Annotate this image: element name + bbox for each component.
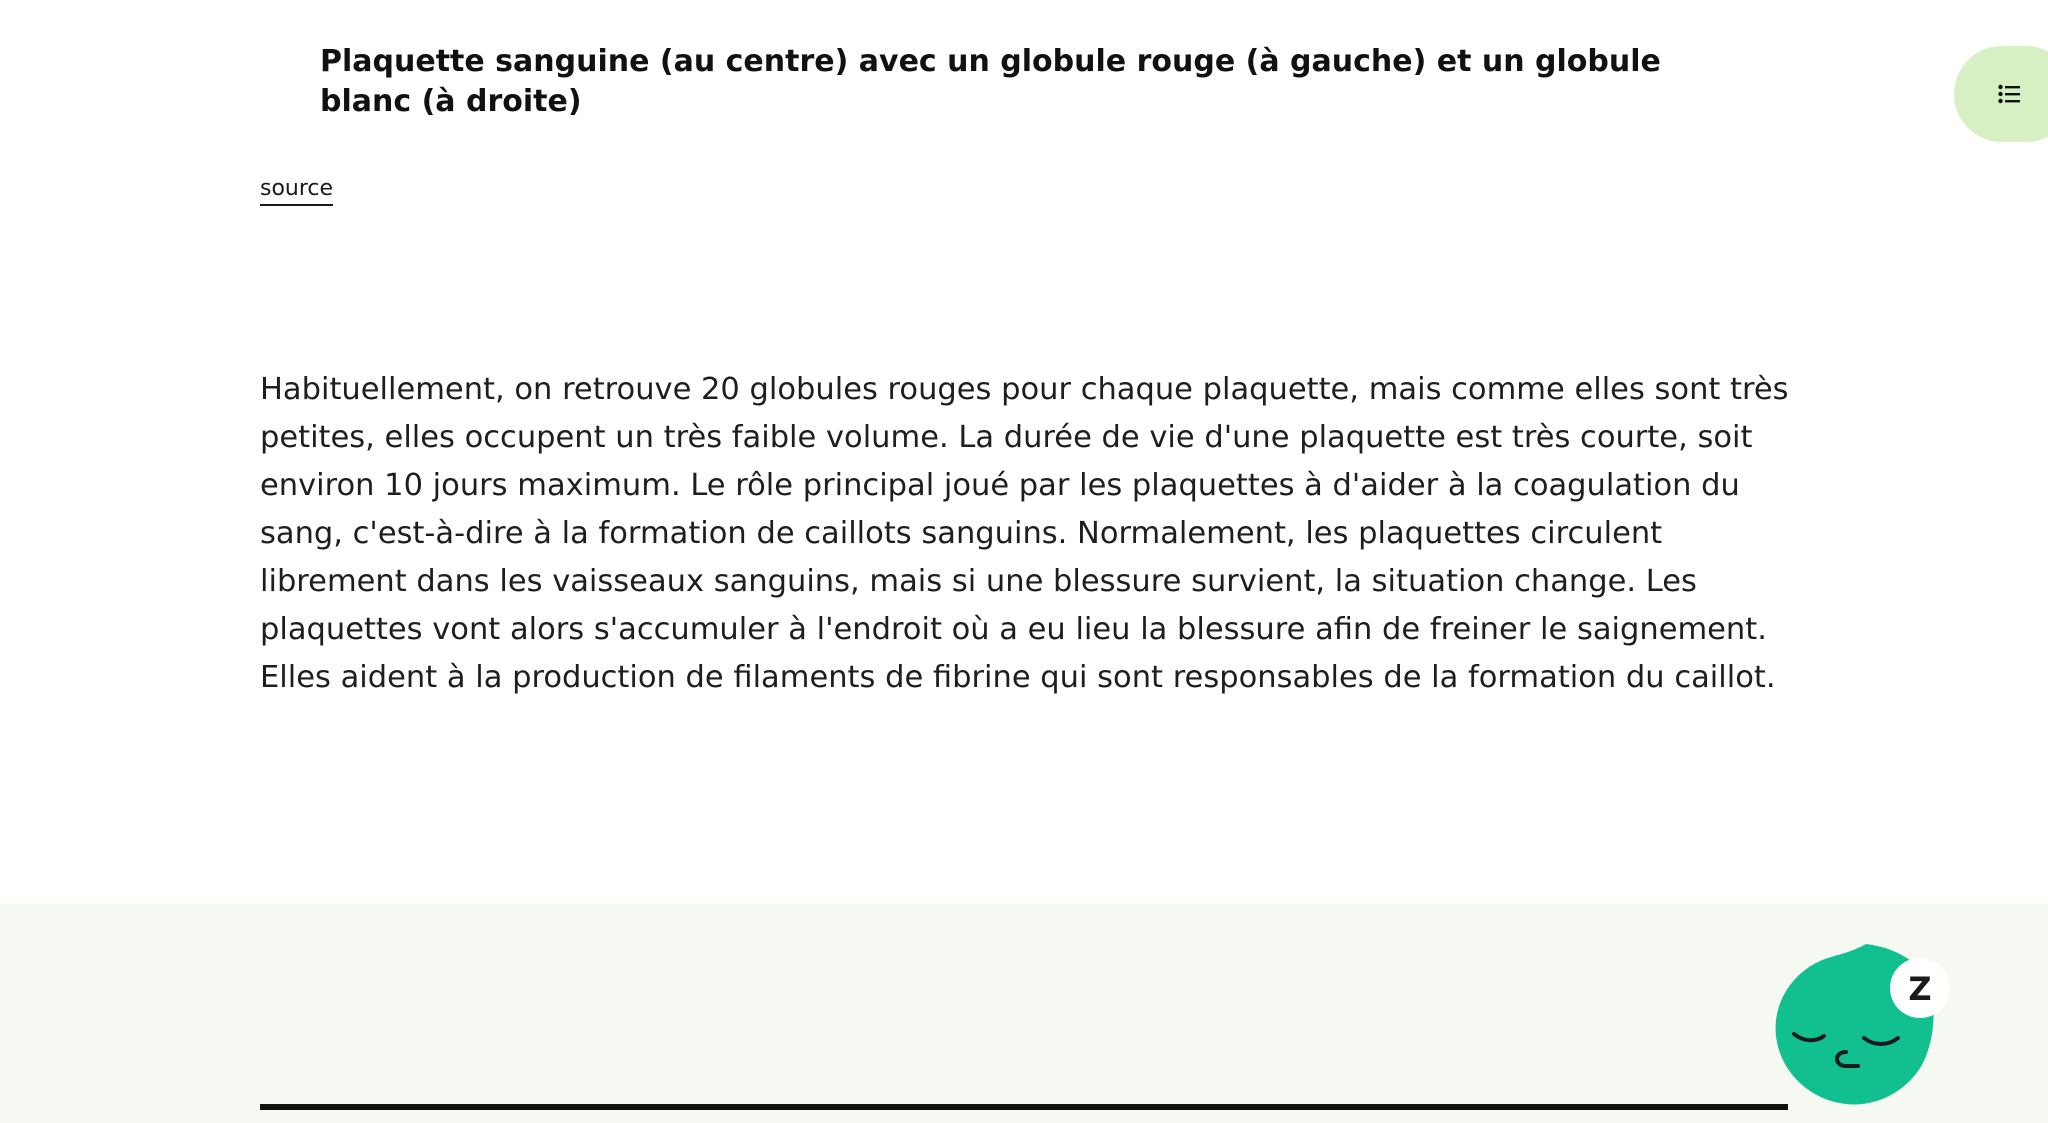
table-of-contents-button[interactable] xyxy=(1954,46,2048,142)
footer-divider xyxy=(260,1104,1788,1110)
sleep-z-label: Z xyxy=(1908,970,1932,1008)
article-paragraph: Habituellement, on retrouve 20 globules rouges pour chaque plaquette, mais comme elles sont très petites, elles occupent un très faible volume. La durée de vie d'une plaquette est très courte, soit environ 10 jours maximum. Le rôle principal joué par les plaquettes à d'aider à la coagulation du sang, c'est-à-dire à la formation de caillots sanguins. Normalement, les plaquettes circulent librement dans les vaisseaux sanguins, mais si une blessure survient, la situation change. Les plaquettes vont alors s'accumuler à l'endroit où a eu lieu la blessure afin de freiner le saignement. Elles aident à la production de filaments de fibrine qui sont responsables de la formation du caillot. xyxy=(260,372,1789,695)
figure-caption: Plaquette sanguine (au centre) avec un globule rouge (à gauche) et un globule blanc (à droite) xyxy=(320,44,1661,119)
list-icon xyxy=(1998,84,2020,104)
sleeping-mascot-icon xyxy=(1766,940,1956,1120)
footer-band xyxy=(0,904,2048,1123)
sleeping-mascot-button[interactable] xyxy=(1766,940,1956,1120)
source-link[interactable]: source xyxy=(260,176,333,206)
